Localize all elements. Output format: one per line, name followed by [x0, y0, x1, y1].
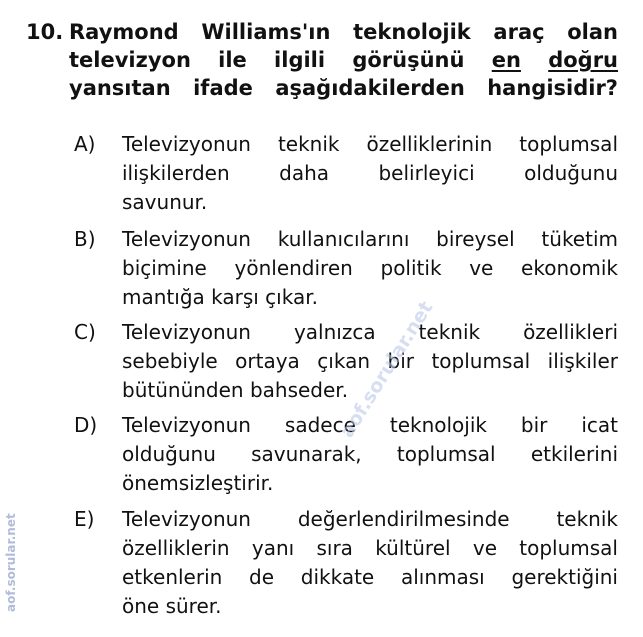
question-stem-line-1	[69, 18, 618, 46]
option-letter: D)	[74, 413, 98, 437]
option-line: Televizyonun sadece teknolojik bir icat	[122, 413, 618, 437]
option-text	[122, 225, 618, 312]
option-line: öne sürer.	[122, 594, 222, 618]
stem-text: televizyon ile ilgili görüşünü	[69, 48, 492, 72]
question-stem-line-2	[69, 46, 618, 74]
watermark-diagonal: aof.sorular.net	[336, 297, 438, 442]
option-letter: E)	[74, 507, 95, 531]
emphasis-en: en	[491, 48, 521, 72]
option-line: Televizyonun teknik özelliklerinin toplumsal	[122, 132, 618, 156]
stem-text: Raymond Williams'ın teknolojik araç olan	[69, 20, 618, 44]
option-line: biçimine yönlendiren politik ve ekonomik	[122, 256, 618, 280]
option-line: olduğunu savunarak, toplumsal etkilerini	[122, 442, 618, 466]
option-line: ilişkilerden daha belirleyici olduğunu	[122, 161, 618, 185]
question-number: 10.	[26, 20, 64, 44]
option-line: savunur.	[122, 190, 208, 214]
option-line: mantığa karşı çıkar.	[122, 285, 318, 309]
option-text	[122, 505, 618, 621]
option-line: Televizyonun değerlendirilmesinde teknik	[122, 507, 618, 531]
option-line: bütününden bahseder.	[122, 378, 349, 402]
watermark-side: aof.sorular.net	[4, 513, 18, 612]
question-stem-line-3	[69, 74, 618, 102]
option-text	[122, 130, 618, 217]
question-stem	[69, 18, 618, 102]
option-line: etkenlerin de dikkate alınması gerektiğini	[122, 565, 618, 589]
option-letter: B)	[74, 227, 96, 251]
option-line: Televizyonun kullanıcılarını bireysel tüketim	[122, 227, 618, 251]
option-letter: A)	[74, 132, 96, 156]
emphasis-dogru: doğru	[548, 48, 619, 72]
stem-text: yansıtan ifade aşağıdakilerden hangisidir?	[69, 76, 618, 100]
option-line: Televizyonun yalnızca teknik özellikleri	[122, 320, 618, 344]
option-line: özelliklerin yanı sıra kültürel ve toplumsal	[122, 536, 618, 560]
option-text	[122, 411, 618, 498]
option-line: sebebiyle ortaya çıkan bir toplumsal ilişkiler	[122, 349, 618, 373]
option-line: önemsizleştirir.	[122, 471, 274, 495]
option-letter: C)	[74, 320, 96, 344]
space	[521, 48, 548, 72]
